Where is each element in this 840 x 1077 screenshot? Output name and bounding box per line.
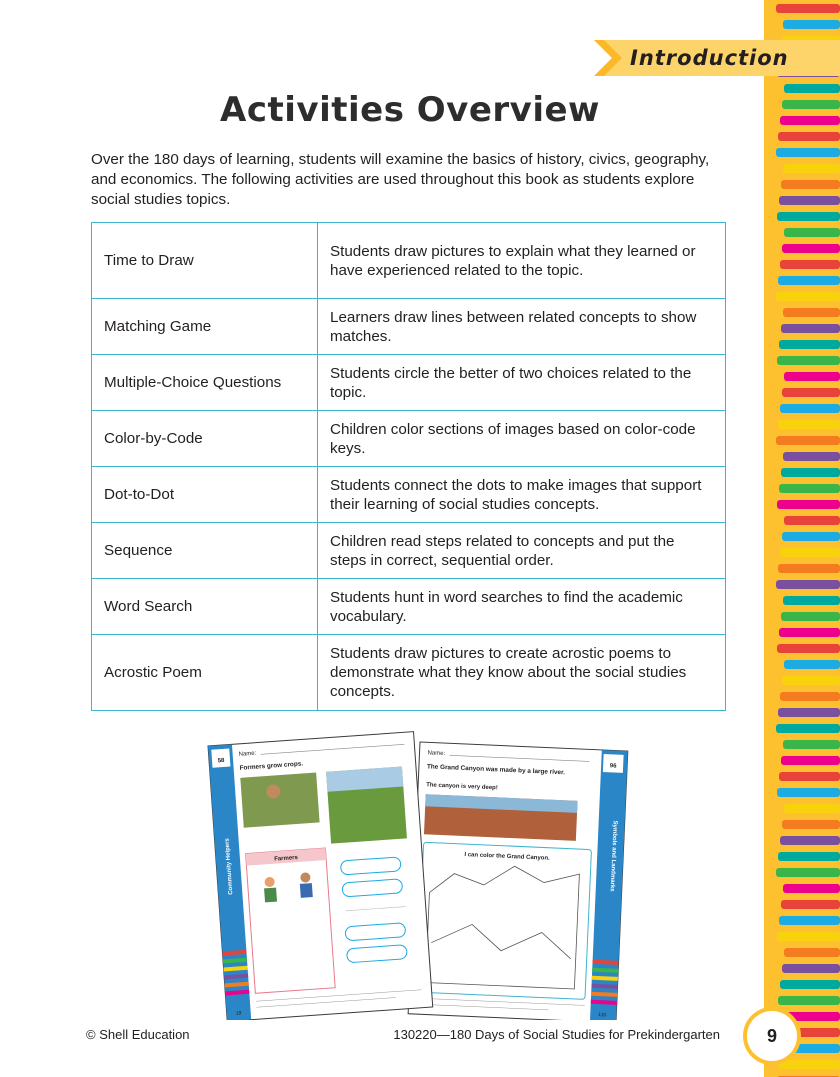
stripe xyxy=(778,276,840,285)
banner-label: Introduction xyxy=(630,46,789,70)
activity-name: Time to Draw xyxy=(92,223,318,299)
worksheet-previews xyxy=(192,720,642,1020)
activities-table xyxy=(91,222,726,711)
footer-book-title: 130220—180 Days of Social Studies for Prekindergarten xyxy=(393,1027,720,1042)
stripe xyxy=(781,612,840,621)
activity-name: Dot-to-Dot xyxy=(92,467,318,523)
stripe xyxy=(778,420,840,429)
stripe xyxy=(783,452,840,461)
stripe xyxy=(777,212,840,221)
stripe xyxy=(783,596,840,605)
side-tab-label: Symbols and Landmarks xyxy=(608,820,618,892)
stripe xyxy=(779,772,840,781)
activity-name: Word Search xyxy=(92,579,318,635)
stripe xyxy=(776,724,840,733)
stripe xyxy=(784,372,840,381)
stripe xyxy=(782,964,840,973)
activity-description: Students hunt in word searches to find the academic vocabulary. xyxy=(318,579,726,635)
stripe xyxy=(782,676,840,685)
stripe xyxy=(776,4,840,13)
activity-name: Matching Game xyxy=(92,299,318,355)
side-tab-label: Community Helpers xyxy=(224,837,235,895)
stripe xyxy=(784,804,840,813)
stripe xyxy=(776,580,840,589)
stripe xyxy=(780,260,840,269)
activity-name: Multiple-Choice Questions xyxy=(92,355,318,411)
stripe xyxy=(776,436,840,445)
stripe xyxy=(777,644,840,653)
table-row xyxy=(92,355,726,411)
stripe xyxy=(778,564,840,573)
footer-copyright: © Shell Education xyxy=(86,1027,190,1042)
box-title: Farmers xyxy=(274,855,299,863)
stripe xyxy=(782,244,840,253)
stripe xyxy=(779,196,840,205)
stripe xyxy=(783,740,840,749)
stripe xyxy=(780,836,840,845)
activity-description: Students draw pictures to create acrostic poems to demonstrate what they know about the social studies concepts. xyxy=(318,635,726,711)
stripe xyxy=(782,532,840,541)
worksheet-heading: Formers grow crops. xyxy=(239,760,304,772)
activity-description: Children read steps related to concepts and put the steps in correct, sequential order. xyxy=(318,523,726,579)
activity-name: Color-by-Code xyxy=(92,411,318,467)
stripe xyxy=(780,404,840,413)
table-row xyxy=(92,411,726,467)
activity-description: Students draw pictures to explain what they learned or have experienced related to the topic. xyxy=(318,223,726,299)
stripe xyxy=(778,132,840,141)
stripe xyxy=(784,660,840,669)
stripe xyxy=(783,20,840,29)
table-row xyxy=(92,579,726,635)
stripe xyxy=(784,228,840,237)
stripe xyxy=(776,292,840,301)
stripe xyxy=(776,868,840,877)
stripe-pattern xyxy=(764,0,840,1077)
stripe xyxy=(784,948,840,957)
stripe xyxy=(784,516,840,525)
section-banner xyxy=(594,40,840,76)
stripe xyxy=(781,900,840,909)
decorative-stripe-border xyxy=(764,0,840,1077)
intro-paragraph: Over the 180 days of learning, students will examine the basics of history, civics, geography, and economics. The following activities are used throughout this book as students explore social studies topics. xyxy=(91,151,710,208)
week-label: 96 xyxy=(609,763,617,770)
worksheet-page-number: 110 xyxy=(598,1012,607,1019)
table-row xyxy=(92,523,726,579)
stripe xyxy=(780,980,840,989)
stripe xyxy=(780,692,840,701)
stripe xyxy=(781,756,840,765)
stripe xyxy=(783,884,840,893)
stripe xyxy=(783,308,840,317)
page-number: 9 xyxy=(743,1007,801,1065)
stripe xyxy=(778,996,840,1005)
worksheet-subheading: The canyon is very deep! xyxy=(425,782,498,792)
name-label: Name: xyxy=(427,750,446,758)
week-label: 58 xyxy=(217,757,225,765)
activity-name: Acrostic Poem xyxy=(92,635,318,711)
stripe xyxy=(777,932,840,941)
stripe xyxy=(781,468,840,477)
name-label: Name: xyxy=(238,750,257,758)
farmer-photo xyxy=(240,773,319,828)
activity-description: Children color sections of images based on color-code keys. xyxy=(318,411,726,467)
stripe xyxy=(779,628,840,637)
activity-description: Students connect the dots to make images that support their learning of social studies concepts. xyxy=(318,467,726,523)
stripe xyxy=(782,388,840,397)
stripe xyxy=(777,356,840,365)
stripe xyxy=(778,852,840,861)
worksheet-preview-left xyxy=(208,732,433,1020)
stripe xyxy=(783,164,840,173)
table-row xyxy=(92,223,726,299)
stripe xyxy=(777,788,840,797)
stripe xyxy=(779,916,840,925)
page-title: Activities Overview xyxy=(220,90,600,130)
stripe xyxy=(781,180,840,189)
table-row xyxy=(92,467,726,523)
stripe xyxy=(782,820,840,829)
coloring-box-title: I can color the Grand Canyon. xyxy=(464,852,550,862)
stripe xyxy=(776,148,840,157)
activity-description: Learners draw lines between related concepts to show matches. xyxy=(318,299,726,355)
activity-description: Students circle the better of two choices related to the topic. xyxy=(318,355,726,411)
stripe xyxy=(777,500,840,509)
activity-name: Sequence xyxy=(92,523,318,579)
stripe xyxy=(778,708,840,717)
stripe xyxy=(779,484,840,493)
stripe xyxy=(779,1060,840,1069)
worksheet-preview-right xyxy=(408,742,628,1020)
stripe xyxy=(779,340,840,349)
stripe xyxy=(781,324,840,333)
stripe xyxy=(780,548,840,557)
worksheet-page-number: 19 xyxy=(235,1010,242,1017)
worksheet-heading: The Grand Canyon was made by a large river. xyxy=(426,763,566,777)
table-row xyxy=(92,299,726,355)
table-row xyxy=(92,635,726,711)
